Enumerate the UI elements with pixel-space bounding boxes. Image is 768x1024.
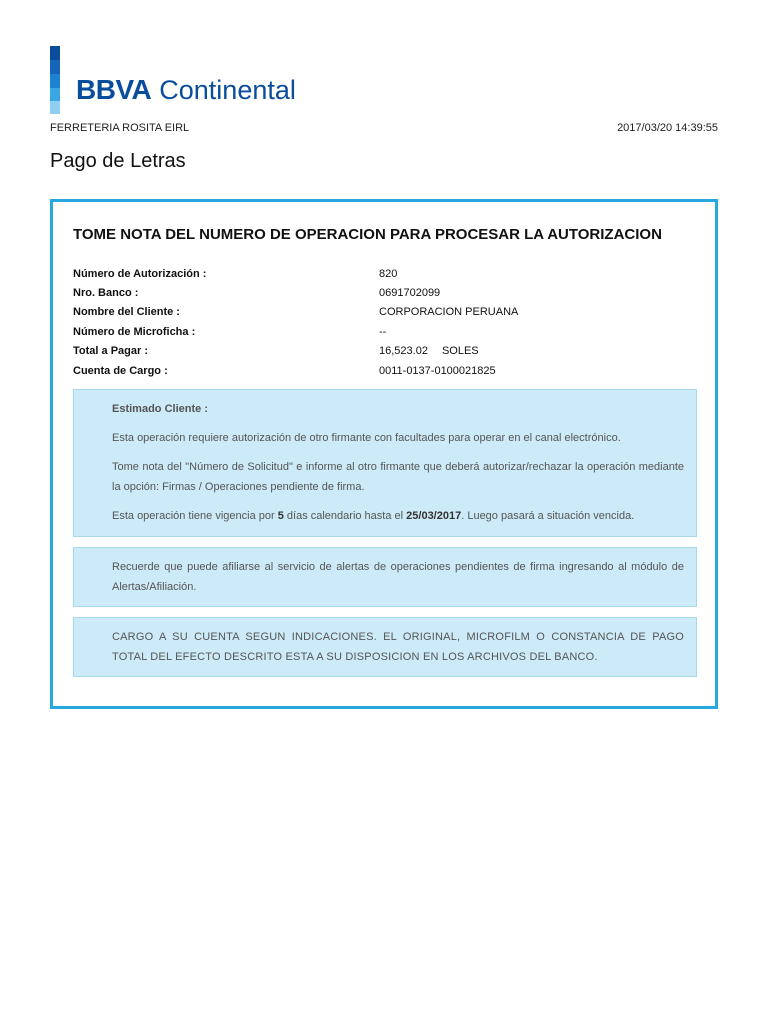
client-notice (73, 389, 697, 537)
panel-heading: TOME NOTA DEL NUMERO DE OPERACION PARA PROCESAR LA AUTORIZACION (73, 226, 662, 243)
field-label: Total a Pagar : (73, 345, 148, 358)
validity-text: . Luego pasará a situación vencida. (461, 510, 635, 522)
bbva-logo (76, 74, 296, 106)
alerts-text: Recuerde que puede afiliarse al servicio de alertas de operaciones pendientes de firma ingresando al módulo de Alertas/Afiliación. (112, 561, 684, 593)
total-amount: 16,523.02 (379, 345, 428, 358)
validity-paragraph (112, 506, 684, 526)
charge-text: CARGO A SU CUENTA SEGUN INDICACIONES. EL ORIGINAL, MICROFILM O CONSTANCIA DE PAGO TOTAL DEL EFECTO DESCRITO ESTA A SU DISPOSICION EN LOS ARCHIVOS DEL BANCO. (112, 631, 684, 663)
notice-greeting: Estimado Cliente : (112, 403, 208, 415)
currency-unit: SOLES (441, 345, 479, 358)
brand-name-regular: Continental (159, 75, 296, 105)
field-value: CORPORACION PERUANA (379, 306, 519, 319)
validity-text: Esta operación tiene vigencia por (112, 510, 278, 522)
field-value: 0011-0137-0100021825 (379, 364, 496, 377)
field-row-bank-number (73, 283, 693, 302)
validity-date: 25/03/2017 (406, 510, 462, 522)
field-row-authorization (73, 264, 693, 283)
operation-panel (50, 199, 718, 709)
brand-name-bold: BBVA (76, 74, 152, 105)
field-label: Cuenta de Cargo : (73, 364, 168, 377)
charge-notice (73, 617, 697, 677)
timestamp: 2017/03/20 14:39:55 (617, 122, 718, 134)
notice-paragraph: Tome nota del "Número de Solicitud" e informe al otro firmante que deberá autorizar/rechazar la operación mediante la opción: Firmas / Operaciones pendiente de firma. (112, 461, 684, 493)
field-label: Número de Autorización : (73, 267, 207, 280)
operation-details (73, 264, 693, 380)
field-label: Nro. Banco : (73, 287, 139, 300)
field-value: 820 (379, 267, 398, 280)
bbva-logo-mark (50, 46, 60, 114)
notice-paragraph: Esta operación requiere autorización de otro firmante con facultades para operar en el canal electrónico. (112, 432, 621, 444)
field-label: Número de Microficha : (73, 325, 196, 338)
page-title: Pago de Letras (50, 150, 186, 172)
field-label: Nombre del Cliente : (73, 306, 180, 319)
field-row-client-name (73, 303, 693, 322)
alerts-notice (73, 547, 697, 607)
validity-text: días calendario hasta el (283, 510, 407, 522)
validity-days: 5 (277, 510, 284, 522)
field-row-total (73, 342, 693, 361)
field-value (379, 345, 479, 357)
field-value: -- (379, 325, 387, 338)
field-row-charge-account (73, 361, 693, 380)
field-row-microfiche (73, 322, 693, 341)
company-name: FERRETERIA ROSITA EIRL (50, 122, 190, 134)
field-value: 0691702099 (379, 287, 441, 300)
